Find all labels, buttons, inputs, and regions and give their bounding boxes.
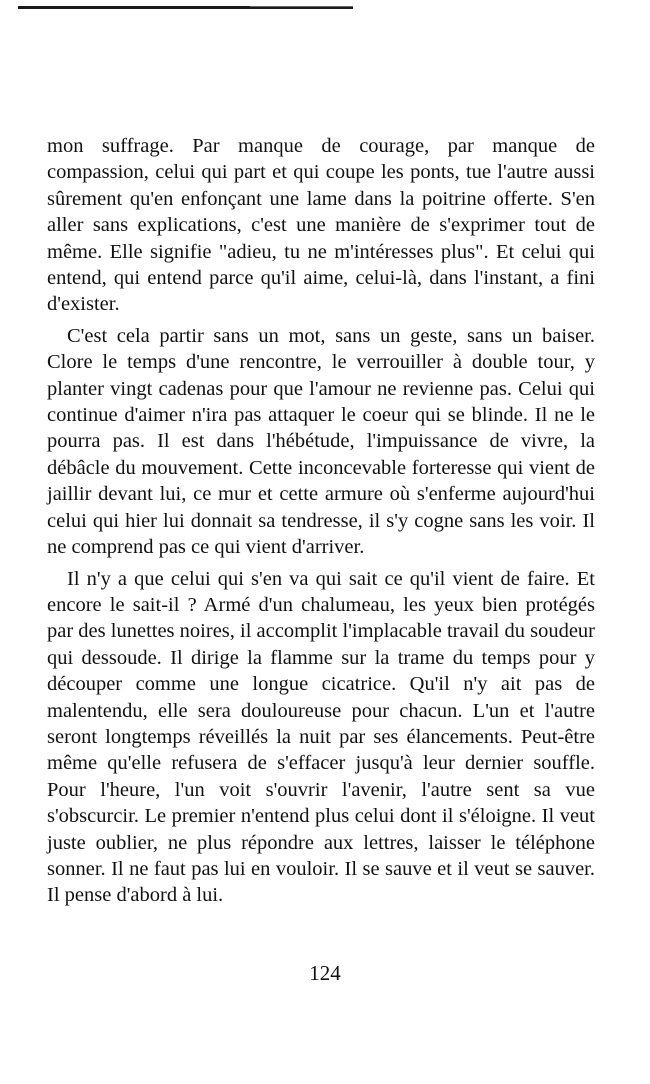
paragraph-3: Il n'y a que celui qui s'en va qui sait ce qu'il vient de faire. Et encore le sait-il ? Armé d'un chalumeau, les yeux bien protégés par des lunettes noires, il accomplit l'implacable travail du soudeur qui dessoude. Il dirige la flamme sur la trame du temps pour y découper comme une longue cicatrice. Qu'il n'y ait pas de malentendu, elle sera douloureuse pour chacun. L'un et l'autre seront longtemps réveillés la nuit par ses élancements. Peut-être même qu'elle refusera de s'effacer jusqu'à leur dernier souffle. Pour l'heure, l'un voit s'ouvrir l'avenir, l'autre sent sa vue s'obscurcir. Le premier n'entend plus celui dont il s'éloigne. Il veut juste oublier, ne plus répondre aux lettres, laisser le téléphone sonner. Il ne faut pas lui en vouloir. Il se sauve et il veut se sauver. Il pense d'abord à lui.	[47, 567, 595, 907]
page-number: 124	[309, 961, 341, 985]
paragraph-2: C'est cela partir sans un mot, sans un geste, sans un baiser. Clore le temps d'une rencontre, le verrouiller à double tour, y planter vingt cadenas pour que l'amour ne revienne pas. Celui qui continue d'aimer n'ira pas attaquer le coeur qui se blinde. Il ne le pourra pas. Il est dans l'hébétude, l'impuissance de vivre, la débâcle du mouvement. Cette inconcevable forteresse qui vient de jaillir devant lui, ce mur et cette armure où s'enferme aujourd'hui celui qui hier lui donnait sa tendresse, il s'y cogne sans les voir. Il ne comprend pas ce qui vient d'arriver.	[47, 324, 595, 559]
top-rule-thin	[250, 6, 353, 7]
paragraph-1: mon suffrage. Par manque de courage, par manque de compassion, celui qui part et qui coupe les ponts, tue l'autre aussi sûrement qu'en enfonçant une lame dans la poitrine offerte. S'en aller sans explications, c'est une manière de s'exprimer tout de même. Elle signifie "adieu, tu ne m'intéresses plus". Et celui qui entend, qui entend parce qu'il aime, celui-là, dans l'instant, a fini d'exister.	[47, 135, 595, 316]
page-body	[47, 133, 595, 914]
